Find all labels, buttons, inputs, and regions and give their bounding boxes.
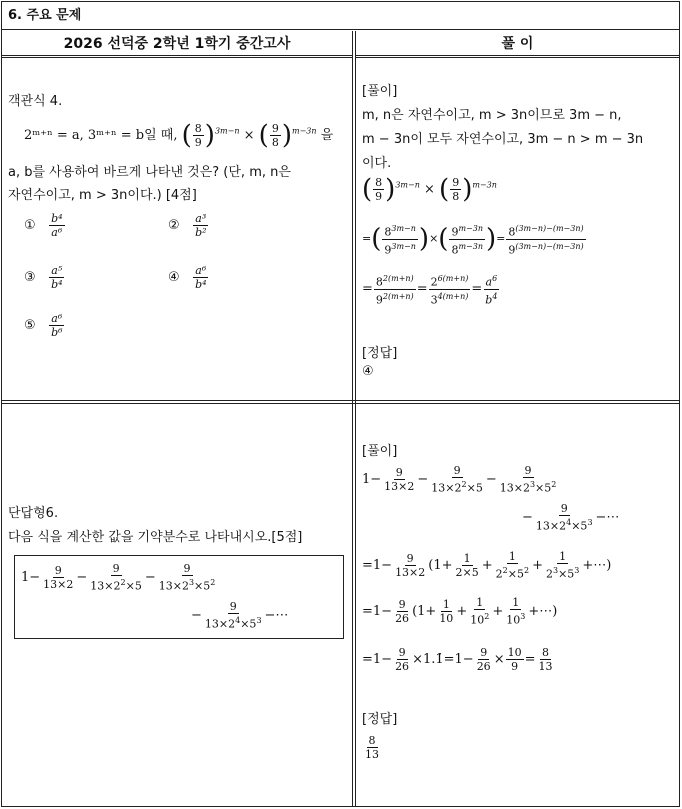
section-title: 6. 주요 문제 xyxy=(2,2,679,30)
problem-2-expression: 1− $\frac{9}{13\times 2}$ − $\frac{9}{13\times 2^2\times 5}$ − $\frac{9}{13\times 2^3\times 5^2}$ xyxy=(21,562,216,593)
problem-2-expression-cont: − $\frac{9}{13\times 2^4\times 5^3}$ −⋯ xyxy=(191,600,289,631)
problem-1-ask: a, b를 사용하여 바르게 나타낸 것은? (단, m, n은 xyxy=(8,165,291,180)
solution-1 xyxy=(356,60,679,400)
solution-2-answer-head: [정답] xyxy=(362,712,398,727)
solution-2-step4: =1− $\frac{9}{26}$ ×1.1̇=1− $\frac{9}{26}$ × $\frac{10}{9}$ = $\frac{8}{13}$ xyxy=(362,646,553,673)
solution-1-line3: 이다. xyxy=(362,156,392,171)
solution-1-head: [풀이] xyxy=(362,84,398,99)
solution-1-step3: = $\frac{8^{2(m+n)}}{9^{2(m+n)}}$ = $\frac{2^{6(m+n)}}{3^{4(m+n)}}$ = $\frac{a^6}{b^4}$ xyxy=(362,274,498,307)
problem-2-ask: 다음 식을 계산한 값을 기약분수로 나타내시오.[5점] xyxy=(8,530,303,545)
solution-2-step2: =1− $\frac{9}{13\times 2}$ (1+ $\frac{1}{2\times 5}$ + $\frac{1}{2^2\times 5^2}$ + $\frac{1}{2^3\times 5^3}$ +⋯) xyxy=(362,550,612,581)
header-solution: 풀 이 xyxy=(356,32,679,58)
choice-1[interactable]: ① $\frac{\text{b⁴}}{\text{a⁶}}$ xyxy=(24,212,63,239)
problem-2-expression-box xyxy=(14,555,344,639)
document-sheet xyxy=(1,1,680,807)
choice-5[interactable]: ⑤ $\frac{\text{a⁶}}{\text{b⁶}}$ xyxy=(24,312,63,339)
header-problem: 2026 선덕중 2학년 1학기 중간고사 xyxy=(2,32,352,58)
choice-3[interactable]: ③ $\frac{\text{a⁵}}{\text{b⁴}}$ xyxy=(24,264,63,291)
problem-1 xyxy=(2,60,352,400)
problem-1-condition: 2ᵐ⁺ⁿ = a, 3ᵐ⁺ⁿ = b일 때, ( $\frac{8}{9}$ )$^{3m-n}$ × ( $\frac{9}{8}$ )$^{m-3n}$ 을 xyxy=(24,120,334,151)
solution-2-head: [풀이] xyxy=(362,444,398,459)
solution-1-step1: ( $\frac{8}{9}$ )$^{3m-n}$ × ( $\frac{9}{8}$ )$^{m-3n}$ xyxy=(362,174,497,205)
choice-4[interactable]: ④ $\frac{\text{a⁶}}{\text{b⁴}}$ xyxy=(168,264,207,291)
solution-1-answer: ④ xyxy=(362,364,374,379)
solution-2-step1-cont: − $\frac{9}{13\times 2^4\times 5^3}$ −⋯ xyxy=(522,502,620,533)
problem-1-label: 객관식 4. xyxy=(8,94,63,109)
solution-2-step3: =1− $\frac{9}{26}$ (1+ $\frac{1}{10}$ + $\frac{1}{10^2}$ + $\frac{1}{10^3}$ +⋯) xyxy=(362,596,558,627)
solution-2-step1: 1− $\frac{9}{13\times 2}$ − $\frac{9}{13\times 2^2\times 5}$ − $\frac{9}{13\times 2^3\times 5^2}$ xyxy=(362,464,557,495)
problem-2-label: 단답형6. xyxy=(8,506,59,521)
solution-1-step2: =( $\frac{8^{3m-n}}{9^{3m-n}}$ )×( $\frac{9^{m-3n}}{8^{m-3n}}$ )= $\frac{8^{(3m-n)-(m-3n)}}{9^{(3m-n)-(m-3n)}}$ xyxy=(362,224,584,257)
solution-2-answer: $\frac{8}{13}$ xyxy=(365,734,379,761)
solution-1-line2: m − 3n이 모두 자연수이고, 3m − n > m − 3n xyxy=(362,132,644,147)
solution-1-line1: m, n은 자연수이고, m > 3n이므로 3m − n, xyxy=(362,108,622,123)
solution-2 xyxy=(356,404,679,806)
problem-1-ask-cont: 자연수이고, m > 3n이다.) [4점] xyxy=(8,188,197,203)
choice-2[interactable]: ② $\frac{\text{a³}}{\text{b²}}$ xyxy=(168,212,207,239)
solution-1-answer-head: [정답] xyxy=(362,346,398,361)
